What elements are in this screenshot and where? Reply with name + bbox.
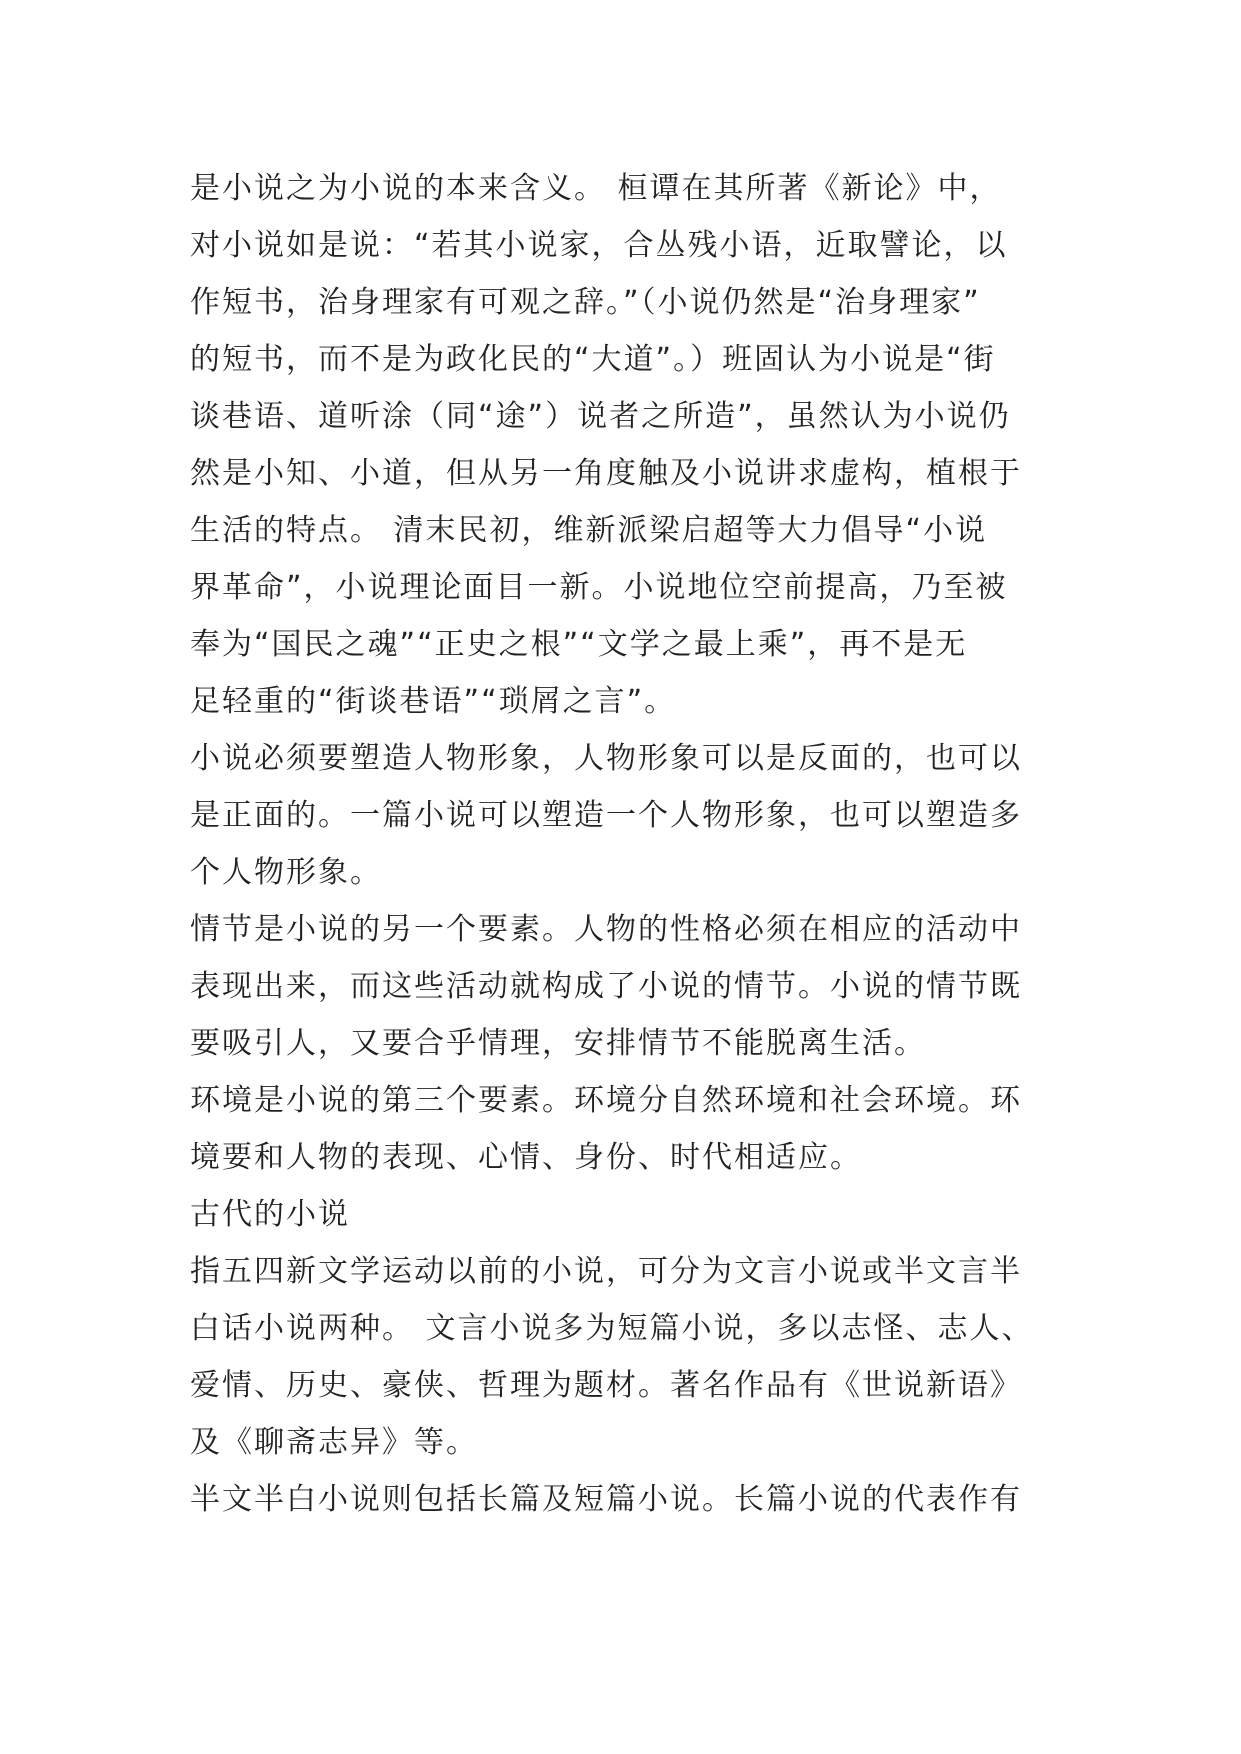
text-line: 小说必须要塑造人物形象，人物形象可以是反面的，也可以 xyxy=(190,741,1022,776)
text-line: 谈巷语、道听涂（同“途”）说者之所造”，虽然认为小说仍 xyxy=(190,399,1011,434)
text-line: 要吸引人，又要合乎情理，安排情节不能脱离生活。 xyxy=(190,1026,926,1061)
text-line: 是正面的。一篇小说可以塑造一个人物形象，也可以塑造多 xyxy=(190,798,1022,833)
text-line: 及《聊斋志异》等。 xyxy=(190,1425,478,1460)
text-line: 爱情、历史、豪侠、哲理为题材。著名作品有《世说新语》 xyxy=(190,1368,1022,1403)
text-line: 对小说如是说：“若其小说家，合丛残小语，近取譬论，以 xyxy=(190,228,1008,263)
text-line: 环境是小说的第三个要素。环境分自然环境和社会环境。环 xyxy=(190,1083,1022,1118)
text-line: 作短书，治身理家有可观之辞。”（小说仍然是“治身理家” xyxy=(190,285,981,320)
text-line: 白话小说两种。 文言小说多为短篇小说，多以志怪、志人、 xyxy=(190,1311,1034,1346)
text-line: 生活的特点。 清末民初，维新派梁启超等大力倡导“小说 xyxy=(190,513,988,548)
text-line: 表现出来，而这些活动就构成了小说的情节。小说的情节既 xyxy=(190,969,1022,1004)
text-line: 是小说之为小说的本来含义。 桓谭在其所著《新论》中， xyxy=(190,171,1002,206)
section-heading: 古代的小说 xyxy=(190,1197,350,1232)
text-line: 的短书，而不是为政化民的“大道”。）班固认为小说是“街 xyxy=(190,342,996,377)
text-line: 境要和人物的表现、心情、身份、时代相适应。 xyxy=(190,1140,862,1175)
text-line: 情节是小说的另一个要素。人物的性格必须在相应的活动中 xyxy=(190,912,1022,947)
text-line: 半文半白小说则包括长篇及短篇小说。长篇小说的代表作有 xyxy=(190,1482,1022,1517)
text-line: 奉为“国民之魂”“正史之根”“文学之最上乘”，再不是无 xyxy=(190,627,968,662)
text-line: 足轻重的“街谈巷语”“琐屑之言”。 xyxy=(190,684,677,719)
document-body xyxy=(190,160,1060,1528)
text-line: 界革命”，小说理论面目一新。小说地位空前提高，乃至被 xyxy=(190,570,1008,605)
text-line: 然是小知、小道，但从另一角度触及小说讲求虚构，植根于 xyxy=(190,456,1022,491)
text-line: 个人物形象。 xyxy=(190,855,382,890)
text-line: 指五四新文学运动以前的小说，可分为文言小说或半文言半 xyxy=(190,1254,1022,1289)
